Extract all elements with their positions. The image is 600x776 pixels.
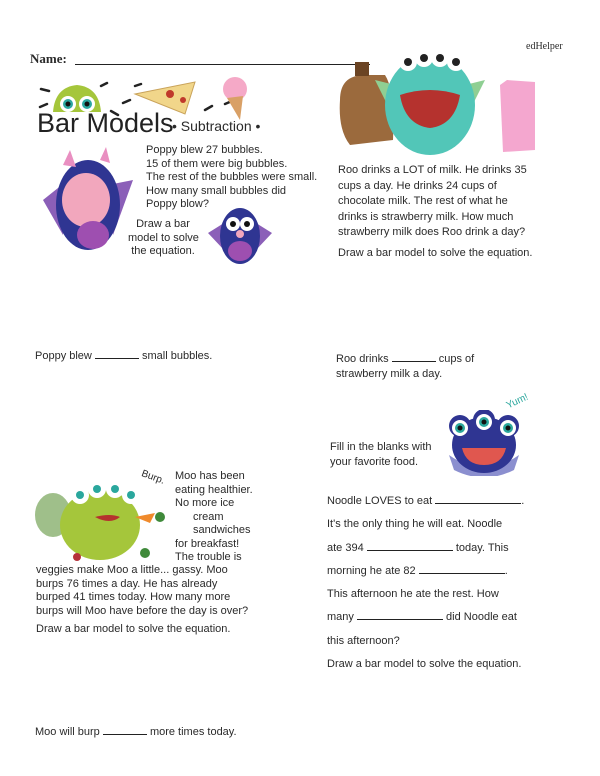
small-monster-illustration	[206, 198, 274, 266]
text-line: burped 41 times today. How many more	[36, 591, 231, 603]
text-line: today. This	[455, 541, 509, 554]
burp-label: Burp.	[139, 468, 167, 487]
food-blank[interactable]	[367, 541, 453, 551]
problem4-text	[327, 490, 524, 676]
text-line: Poppy blew 27 bubbles.	[146, 144, 263, 156]
problem1-answer	[35, 349, 212, 364]
text-line: model to solve	[128, 231, 199, 244]
problem3-text-wide	[36, 564, 248, 618]
text-line: strawberry milk does Roo drink a day?	[338, 226, 526, 238]
text-line: the equation.	[131, 245, 195, 257]
answer-blank[interactable]	[103, 725, 147, 735]
answer-text: cups of	[438, 353, 475, 365]
answer-text: small bubbles.	[142, 350, 213, 362]
problem1-instruction	[128, 218, 198, 259]
text-line: burps 76 times a day. He has already	[36, 577, 218, 590]
answer-blank[interactable]	[392, 352, 436, 362]
name-label: Name:	[30, 51, 67, 66]
text-line: Fill in the blanks with	[330, 441, 432, 453]
answer-text: Poppy blew	[35, 350, 92, 362]
noodle-monster-illustration	[444, 410, 524, 476]
problem3-text-narrow	[175, 470, 253, 565]
moo-monster-illustration	[35, 475, 165, 565]
text-line: It's the only thing he will eat. Noodle	[327, 518, 503, 531]
text-line: The trouble is	[175, 551, 242, 563]
text-line: did Noodle eat	[446, 611, 517, 624]
favorite-food-blank[interactable]	[435, 494, 521, 504]
text-line: chocolate milk. The rest of what he	[338, 195, 508, 207]
text-line: This afternoon he ate the rest. How	[327, 588, 499, 601]
food-blank[interactable]	[357, 610, 443, 620]
text-line: this afternoon?	[327, 634, 400, 647]
text-line: Draw a bar	[136, 218, 190, 230]
problem4-instruction: Draw a bar model to solve the equation.	[327, 658, 522, 671]
text-line: burps will Moo have before the day is over?	[36, 604, 249, 617]
problem4-intro	[330, 440, 432, 470]
text-line: many	[327, 611, 354, 624]
text-line: eating healthier.	[175, 483, 253, 496]
text-line: cream	[193, 510, 224, 523]
text-line: morning he ate 82	[327, 564, 416, 577]
text-line: veggies make Moo a little... gassy. Moo	[36, 564, 228, 576]
problem2-answer	[336, 352, 474, 382]
page-title: Bar Models	[37, 108, 174, 138]
punctuation: .	[504, 564, 508, 577]
answer-text: strawberry milk a day.	[336, 368, 443, 380]
problem3-instruction: Draw a bar model to solve the equation.	[36, 623, 231, 635]
text-line: No more ice	[175, 497, 235, 509]
food-blank[interactable]	[419, 564, 505, 574]
poppy-monster-illustration	[38, 145, 138, 260]
text-line: Roo drinks a LOT of milk. He drinks 35	[338, 164, 527, 176]
text-line: cups a day. He drinks 24 cups of	[338, 179, 497, 192]
answer-text: Roo drinks	[336, 353, 389, 365]
text-line: How many small bubbles did	[146, 184, 287, 197]
page-subtitle: • Subtraction •	[172, 118, 261, 134]
text-line: drinks is strawberry milk. How much	[338, 210, 514, 223]
text-line: 15 of them were big bubbles.	[146, 157, 288, 170]
text-line: The rest of the bubbles were small.	[146, 171, 318, 183]
yum-label: Yum!	[504, 391, 531, 412]
text-line: ate 394	[327, 541, 364, 554]
name-field[interactable]	[75, 64, 370, 65]
problem2-text	[338, 163, 527, 241]
answer-text: more times today.	[149, 726, 237, 738]
roo-monster-illustration	[335, 40, 545, 165]
brand-label: edHelper	[526, 41, 563, 52]
text-line: for breakfast!	[175, 537, 240, 550]
text-line: Poppy blow?	[146, 198, 209, 210]
text-line: Moo has been	[175, 470, 245, 482]
problem3-answer	[35, 725, 237, 740]
punctuation: .	[521, 495, 525, 507]
answer-text: Moo will burp	[35, 726, 100, 738]
text-line: sandwiches	[193, 524, 251, 536]
text-line: your favorite food.	[330, 456, 419, 468]
answer-blank[interactable]	[95, 349, 139, 359]
text-line: Noodle LOVES to eat	[327, 495, 433, 507]
problem2-instruction: Draw a bar model to solve the equation.	[338, 247, 533, 259]
